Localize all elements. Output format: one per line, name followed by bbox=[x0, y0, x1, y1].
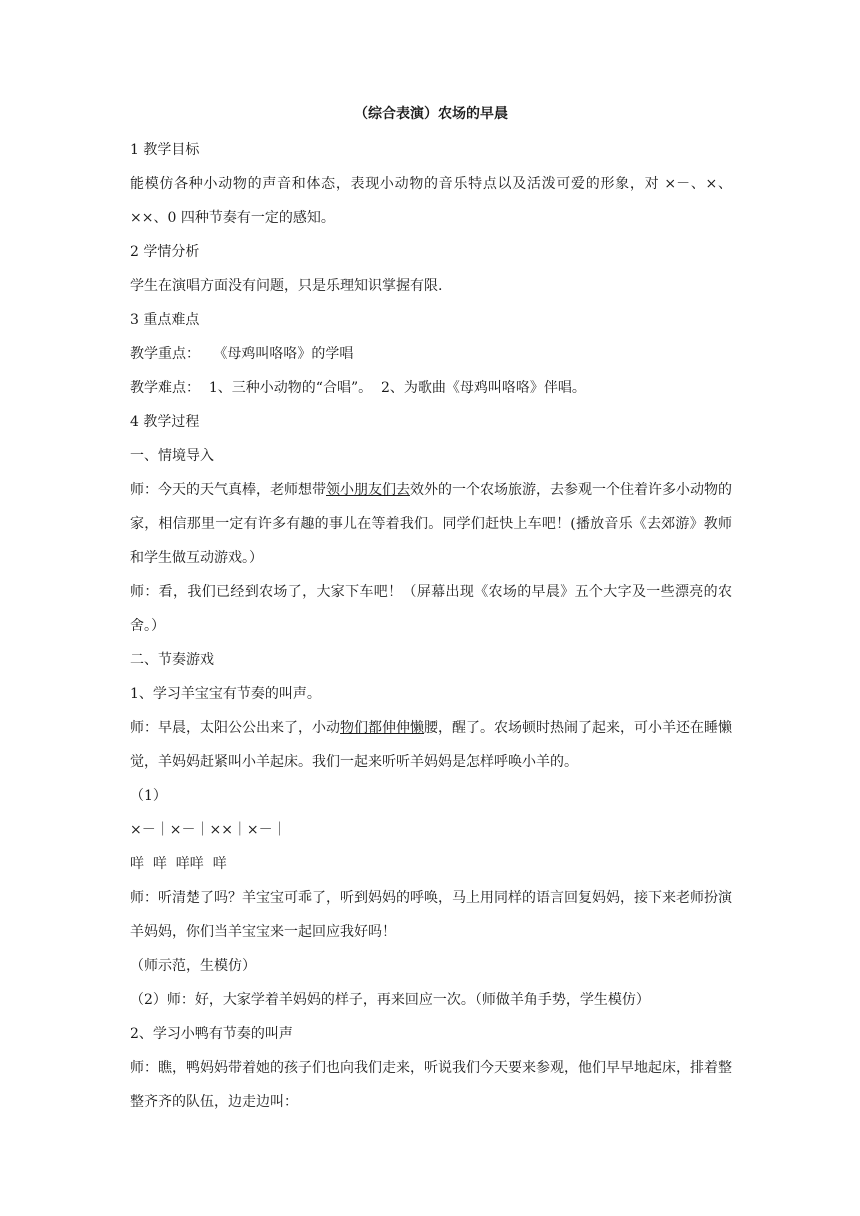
paragraph-step-2: （2）师：好，大家学着羊妈妈的样子，再来回应一次。（师做羊角手势，学生模仿） bbox=[130, 992, 650, 1008]
item-lamb-heading: 1、学习羊宝宝有节奏的叫声。 bbox=[130, 686, 321, 702]
paragraph-objectives: 能模仿各种小动物的声音和体态，表现小动物的音乐特点以及活泼可爱的形象，对 ×－、×、××、0 四种节奏有一定的感知。 bbox=[130, 176, 732, 226]
paragraph-morning bbox=[130, 711, 732, 779]
text-run: 腰，醒了。农场顿时热闹了起来，可小羊还在睡懒觉，羊妈妈赶紧叫小羊起床。我们一起来听听羊妈妈是怎样呼唤小羊的。 bbox=[130, 720, 732, 770]
text-run: 师：今天的天气真棒，老师想带 bbox=[130, 482, 326, 498]
paragraph-key-point: 教学重点： 《母鸡叫咯咯》的学唱 bbox=[130, 346, 354, 362]
rhythm-lyrics: 咩 咩 咩咩 咩 bbox=[130, 856, 227, 872]
step-1-label: （1） bbox=[130, 788, 167, 804]
paragraph-arrival: 师：看，我们已经到农场了，大家下车吧！（屏幕出现《农场的早晨》五个大字及一些漂亮的农舍。） bbox=[130, 584, 732, 634]
paragraph-duck: 师：瞧，鸭妈妈带着她的孩子们也向我们走来，听说我们今天要来参观，他们早早地起床，排着整整齐齐的队伍，边走边叫： bbox=[130, 1060, 732, 1110]
paragraph-demo: （师示范，生模仿） bbox=[130, 958, 256, 974]
rhythm-notation: ×－｜×－｜××｜×－｜ bbox=[130, 822, 287, 838]
document-body bbox=[130, 104, 732, 1119]
underlined-text: 物们都伸伸懒 bbox=[340, 720, 424, 736]
text-run: 效外的一个农场旅游，去参观一个住着许多小动物的家，相信那里一定有许多有趣的事儿在等着我们。同学们赶快上车吧！(播放音乐《去郊游》教师和学生做互动游戏。） bbox=[130, 482, 732, 566]
paragraph-analysis: 学生在演唱方面没有问题，只是乐理知识掌握有限. bbox=[130, 278, 443, 294]
underlined-text: 领小朋友们去 bbox=[326, 482, 410, 498]
section-heading-analysis: 2 学情分析 bbox=[130, 244, 200, 260]
subheading-intro: 一、情境导入 bbox=[130, 448, 214, 464]
paragraph-difficulty: 教学难点： 1、三种小动物的“合唱”。 2、为歌曲《母鸡叫咯咯》伴唱。 bbox=[130, 380, 586, 396]
subheading-rhythm-game: 二、节奏游戏 bbox=[130, 652, 214, 668]
paragraph-intro-teacher bbox=[130, 473, 732, 575]
document-title: （综合表演）农场的早晨 bbox=[354, 106, 508, 122]
section-heading-key-points: 3 重点难点 bbox=[130, 312, 200, 328]
text-run: 师：早晨，太阳公公出来了，小动 bbox=[130, 720, 340, 736]
paragraph-teacher-prompt: 师：听清楚了吗？羊宝宝可乖了，听到妈妈的呼唤，马上用同样的语言回复妈妈，接下来老师扮演羊妈妈，你们当羊宝宝来一起回应我好吗！ bbox=[130, 890, 732, 940]
section-heading-objectives: 1 教学目标 bbox=[130, 142, 200, 158]
section-heading-process: 4 教学过程 bbox=[130, 414, 200, 430]
item-duck-heading: 2、学习小鸭有节奏的叫声 bbox=[130, 1026, 293, 1042]
